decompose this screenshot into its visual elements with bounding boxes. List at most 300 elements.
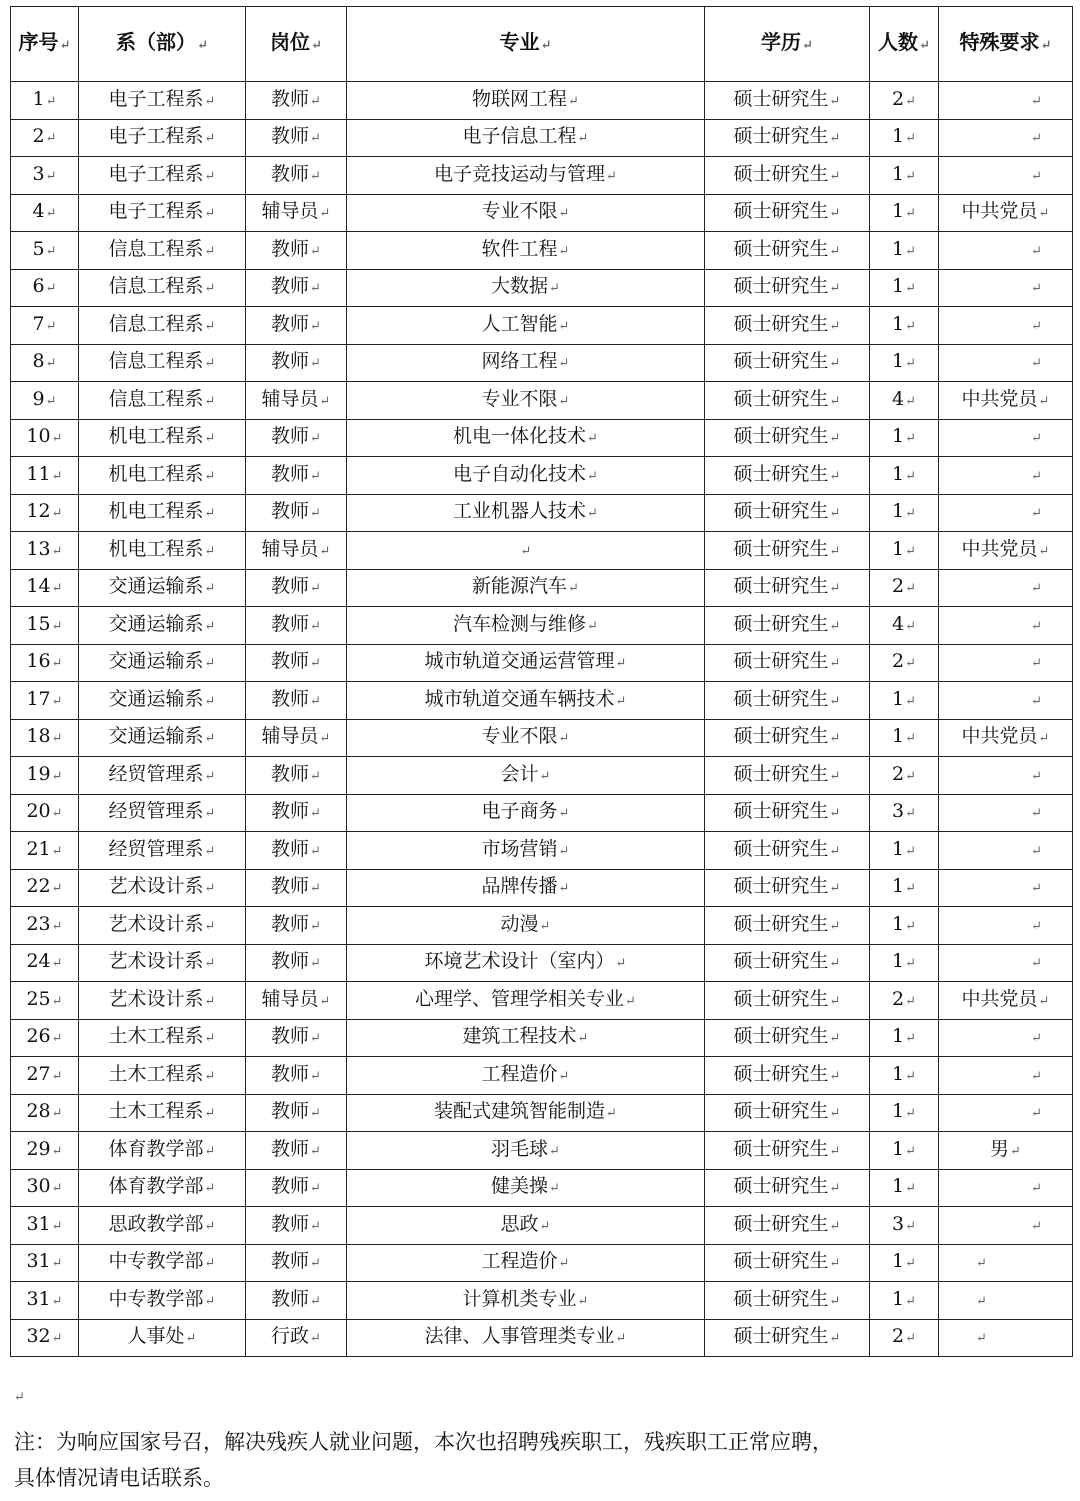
cell-special xyxy=(939,1169,1073,1207)
table-row xyxy=(11,757,1073,795)
paragraph-mark: ↵ xyxy=(829,1293,841,1309)
table-row xyxy=(11,119,1073,157)
cell-major xyxy=(347,944,705,982)
cell-count xyxy=(870,382,939,420)
cell-count-text: 1 xyxy=(892,200,905,223)
cell-special xyxy=(939,494,1073,532)
cell-edu xyxy=(705,569,870,607)
cell-dept-text: 交通运输系 xyxy=(108,575,204,598)
paragraph-mark: ↵ xyxy=(606,168,617,184)
cell-edu xyxy=(705,1244,870,1282)
paragraph-mark: ↵ xyxy=(1031,693,1042,709)
paragraph-mark: ↵ xyxy=(905,168,916,184)
cell-post-text: 教师 xyxy=(271,425,310,448)
paragraph-mark: ↵ xyxy=(829,168,841,184)
cell-dept-text: 信息工程系 xyxy=(108,312,204,335)
paragraph-mark: ↵ xyxy=(558,843,570,859)
cell-count-text: 1 xyxy=(892,687,905,710)
cell-special xyxy=(939,457,1073,495)
paragraph-mark: ↵ xyxy=(615,956,627,972)
paragraph-mark: ↵ xyxy=(1031,356,1042,372)
cell-count xyxy=(870,232,939,270)
table-row xyxy=(11,269,1073,307)
cell-edu-text: 硕士研究生 xyxy=(733,612,829,635)
cell-dept xyxy=(79,1019,246,1057)
cell-major-text: 软件工程 xyxy=(481,237,558,260)
paragraph-mark: ↵ xyxy=(310,318,321,334)
cell-dept-text: 人事处 xyxy=(127,1325,185,1348)
cell-edu-text: 硕士研究生 xyxy=(733,537,829,560)
cell-post xyxy=(246,644,347,682)
cell-seq-text: 20 xyxy=(26,800,51,823)
cell-count-text: 1 xyxy=(892,125,905,148)
paragraph-mark: ↵ xyxy=(310,768,321,784)
paragraph-mark: ↵ xyxy=(319,993,331,1009)
cell-dept-text: 中专教学部 xyxy=(108,1250,204,1273)
paragraph-mark: ↵ xyxy=(51,1031,63,1047)
paragraph-mark: ↵ xyxy=(204,656,216,672)
cell-seq xyxy=(11,607,79,645)
cell-edu xyxy=(705,832,870,870)
table-row xyxy=(11,307,1073,345)
paragraph-mark: ↵ xyxy=(577,1031,589,1047)
paragraph-mark: ↵ xyxy=(1038,206,1050,222)
paragraph-mark: ↵ xyxy=(310,1293,321,1309)
cell-post xyxy=(246,832,347,870)
cell-major-text: 电子自动化技术 xyxy=(453,462,587,485)
paragraph-mark: ↵ xyxy=(310,956,321,972)
cell-post-text: 教师 xyxy=(271,162,310,185)
paragraph-mark: ↵ xyxy=(1031,131,1042,147)
cell-post xyxy=(246,1319,347,1357)
paragraph-mark: ↵ xyxy=(45,206,57,222)
cell-count-text: 2 xyxy=(892,1325,905,1348)
paragraph-mark: ↵ xyxy=(829,131,841,147)
paragraph-mark: ↵ xyxy=(558,1256,570,1272)
cell-dept-text: 信息工程系 xyxy=(108,237,204,260)
cell-seq-text: 26 xyxy=(26,1025,51,1048)
cell-count-text: 1 xyxy=(892,537,905,560)
paragraph-mark: ↵ xyxy=(1031,1031,1042,1047)
cell-dept xyxy=(79,982,246,1020)
cell-post xyxy=(246,569,347,607)
paragraph-mark: ↵ xyxy=(905,1293,916,1309)
cell-seq-text: 10 xyxy=(26,425,51,448)
cell-seq xyxy=(11,419,79,457)
cell-major xyxy=(347,419,705,457)
cell-edu-text: 硕士研究生 xyxy=(733,275,829,298)
cell-edu-text: 硕士研究生 xyxy=(733,1062,829,1085)
cell-seq-text: 6 xyxy=(32,275,45,298)
table-row xyxy=(11,457,1073,495)
paragraph-mark: ↵ xyxy=(558,393,570,409)
paragraph-mark: ↵ xyxy=(45,281,57,297)
cell-count xyxy=(870,757,939,795)
cell-dept-text: 艺术设计系 xyxy=(108,950,204,973)
table-row xyxy=(11,794,1073,832)
header-post: 岗位↵ xyxy=(246,7,347,82)
paragraph-mark: ↵ xyxy=(905,1106,916,1122)
cell-seq-text: 21 xyxy=(26,837,51,860)
cell-post xyxy=(246,719,347,757)
paragraph-mark: ↵ xyxy=(204,918,216,934)
cell-count xyxy=(870,982,939,1020)
cell-major xyxy=(347,607,705,645)
paragraph-mark: ↵ xyxy=(905,918,916,934)
cell-seq-text: 14 xyxy=(26,575,51,598)
cell-special xyxy=(939,232,1073,270)
cell-count-text: 2 xyxy=(892,575,905,598)
cell-major-text: 建筑工程技术 xyxy=(462,1025,577,1048)
cell-major xyxy=(347,119,705,157)
paragraph-mark: ↵ xyxy=(829,581,841,597)
cell-count xyxy=(870,419,939,457)
paragraph-mark: ↵ xyxy=(51,768,63,784)
paragraph-mark: ↵ xyxy=(1031,1181,1042,1197)
cell-seq xyxy=(11,944,79,982)
cell-dept xyxy=(79,1132,246,1170)
cell-major xyxy=(347,832,705,870)
paragraph-mark: ↵ xyxy=(310,843,321,859)
cell-post xyxy=(246,1207,347,1245)
paragraph-mark: ↵ xyxy=(905,581,916,597)
paragraph-mark: ↵ xyxy=(1038,543,1050,559)
cell-major-text: 物联网工程 xyxy=(472,87,568,110)
table-row xyxy=(11,832,1073,870)
paragraph-mark: ↵ xyxy=(1031,618,1042,634)
cell-count xyxy=(870,1282,939,1320)
cell-seq-text: 7 xyxy=(32,312,45,335)
paragraph-mark: ↵ xyxy=(905,1256,916,1272)
cell-edu-text: 硕士研究生 xyxy=(733,350,829,373)
cell-count-text: 2 xyxy=(892,650,905,673)
table-row xyxy=(11,82,1073,120)
cell-post-text: 教师 xyxy=(271,237,310,260)
cell-post xyxy=(246,344,347,382)
paragraph-mark: ↵ xyxy=(905,1181,916,1197)
paragraph-mark: ↵ xyxy=(905,1143,916,1159)
cell-count xyxy=(870,907,939,945)
cell-edu xyxy=(705,607,870,645)
cell-post xyxy=(246,1282,347,1320)
table-row xyxy=(11,1244,1073,1282)
paragraph-mark: ↵ xyxy=(51,1106,63,1122)
cell-major xyxy=(347,644,705,682)
paragraph-mark: ↵ xyxy=(549,1143,560,1159)
cell-edu-text: 硕士研究生 xyxy=(733,1287,829,1310)
cell-special xyxy=(939,1132,1073,1170)
cell-special-text: 中共党员 xyxy=(961,987,1038,1010)
cell-dept xyxy=(79,1282,246,1320)
cell-major-text: 电子信息工程 xyxy=(462,125,577,148)
cell-major xyxy=(347,719,705,757)
cell-edu xyxy=(705,269,870,307)
cell-count xyxy=(870,944,939,982)
paragraph-mark: ↵ xyxy=(558,356,570,372)
cell-major xyxy=(347,269,705,307)
cell-post xyxy=(246,194,347,232)
cell-post-text: 行政 xyxy=(271,1325,310,1348)
paragraph-mark: ↵ xyxy=(829,1106,841,1122)
paragraph-mark: ↵ xyxy=(568,93,579,109)
paragraph-mark: ↵ xyxy=(976,1256,987,1272)
cell-post-text: 教师 xyxy=(271,912,310,935)
cell-seq xyxy=(11,869,79,907)
paragraph-mark: ↵ xyxy=(310,93,321,109)
cell-major-text: 装配式建筑智能制造 xyxy=(434,1100,606,1123)
paragraph-mark: ↵ xyxy=(204,881,216,897)
cell-seq xyxy=(11,1244,79,1282)
cell-edu-text: 硕士研究生 xyxy=(733,725,829,748)
cell-special xyxy=(939,119,1073,157)
cell-dept-text: 艺术设计系 xyxy=(108,987,204,1010)
paragraph-mark: ↵ xyxy=(204,93,216,109)
cell-seq-text: 15 xyxy=(26,612,51,635)
cell-count xyxy=(870,269,939,307)
cell-seq xyxy=(11,982,79,1020)
cell-edu xyxy=(705,1169,870,1207)
cell-edu-text: 硕士研究生 xyxy=(733,950,829,973)
cell-major-text: 工程造价 xyxy=(481,1250,558,1273)
cell-major-text: 市场营销 xyxy=(481,837,558,860)
cell-count-text: 1 xyxy=(892,237,905,260)
cell-dept xyxy=(79,194,246,232)
paragraph-mark: ↵ xyxy=(549,281,560,297)
paragraph-mark: ↵ xyxy=(558,806,570,822)
cell-dept-text: 信息工程系 xyxy=(108,387,204,410)
paragraph-mark: ↵ xyxy=(829,1331,841,1347)
cell-edu-text: 硕士研究生 xyxy=(733,762,829,785)
cell-post xyxy=(246,607,347,645)
cell-post xyxy=(246,269,347,307)
cell-post xyxy=(246,494,347,532)
paragraph-mark: ↵ xyxy=(204,356,216,372)
paragraph-mark: ↵ xyxy=(1031,506,1042,522)
cell-seq-text: 18 xyxy=(26,725,51,748)
cell-edu xyxy=(705,644,870,682)
cell-major xyxy=(347,569,705,607)
cell-count-text: 2 xyxy=(892,762,905,785)
cell-edu xyxy=(705,194,870,232)
cell-dept-text: 艺术设计系 xyxy=(108,875,204,898)
cell-seq xyxy=(11,382,79,420)
cell-post-text: 教师 xyxy=(271,1250,310,1273)
cell-edu xyxy=(705,1019,870,1057)
cell-seq-text: 31 xyxy=(26,1212,51,1235)
paragraph-mark: ↵ xyxy=(204,1143,216,1159)
cell-seq-text: 27 xyxy=(26,1062,51,1085)
paragraph-mark: ↵ xyxy=(829,93,841,109)
cell-seq xyxy=(11,1169,79,1207)
cell-dept-text: 艺术设计系 xyxy=(108,912,204,935)
cell-post-text: 教师 xyxy=(271,800,310,823)
cell-dept xyxy=(79,907,246,945)
cell-dept xyxy=(79,569,246,607)
cell-dept-text: 交通运输系 xyxy=(108,612,204,635)
cell-count-text: 1 xyxy=(892,875,905,898)
cell-count xyxy=(870,569,939,607)
paragraph-mark: ↵ xyxy=(204,1068,216,1084)
paragraph-mark: ↵ xyxy=(51,1068,63,1084)
cell-edu xyxy=(705,794,870,832)
paragraph-mark: ↵ xyxy=(1038,393,1050,409)
paragraph-mark: ↵ xyxy=(51,731,63,747)
cell-count-text: 1 xyxy=(892,1250,905,1273)
cell-major xyxy=(347,457,705,495)
cell-major-text: 专业不限 xyxy=(481,200,558,223)
cell-dept-text: 经贸管理系 xyxy=(108,837,204,860)
cell-edu-text: 硕士研究生 xyxy=(733,875,829,898)
paragraph-mark: ↵ xyxy=(310,131,321,147)
paragraph-mark: ↵ xyxy=(558,1068,570,1084)
cell-edu xyxy=(705,157,870,195)
cell-special xyxy=(939,682,1073,720)
paragraph-mark: ↵ xyxy=(905,1331,916,1347)
cell-post-text: 教师 xyxy=(271,350,310,373)
paragraph-mark: ↵ xyxy=(577,131,589,147)
cell-major xyxy=(347,307,705,345)
paragraph-mark: ↵ xyxy=(204,1256,216,1272)
cell-seq xyxy=(11,794,79,832)
header-special: 特殊要求↵ xyxy=(939,7,1073,82)
cell-count xyxy=(870,82,939,120)
cell-major-text: 会计 xyxy=(500,762,539,785)
paragraph-mark: ↵ xyxy=(1038,993,1050,1009)
cell-dept-text: 体育教学部 xyxy=(108,1175,204,1198)
cell-post xyxy=(246,869,347,907)
cell-post-text: 教师 xyxy=(271,125,310,148)
cell-major xyxy=(347,1057,705,1095)
cell-count xyxy=(870,794,939,832)
cell-edu xyxy=(705,1057,870,1095)
paragraph-mark: ↵ xyxy=(204,1293,216,1309)
table-row xyxy=(11,344,1073,382)
cell-post-text: 教师 xyxy=(271,275,310,298)
cell-major xyxy=(347,532,705,570)
paragraph-mark: ↵ xyxy=(204,806,216,822)
cell-special xyxy=(939,344,1073,382)
paragraph-mark: ↵ xyxy=(204,131,216,147)
cell-special xyxy=(939,757,1073,795)
cell-edu-text: 硕士研究生 xyxy=(733,162,829,185)
paragraph-mark: ↵ xyxy=(310,581,321,597)
paragraph-mark: ↵ xyxy=(310,1331,321,1347)
cell-seq-text: 11 xyxy=(26,462,51,485)
cell-dept-text: 交通运输系 xyxy=(108,687,204,710)
table-row xyxy=(11,1169,1073,1207)
cell-special xyxy=(939,382,1073,420)
cell-dept-text: 土木工程系 xyxy=(108,1062,204,1085)
cell-dept xyxy=(79,869,246,907)
paragraph-mark: ↵ xyxy=(615,656,627,672)
paragraph-mark: ↵ xyxy=(829,956,841,972)
paragraph-mark: ↵ xyxy=(1031,768,1042,784)
cell-major-text: 人工智能 xyxy=(481,312,558,335)
cell-special xyxy=(939,1094,1073,1132)
cell-edu xyxy=(705,757,870,795)
paragraph-mark: ↵ xyxy=(51,1143,63,1159)
paragraph-mark: ↵ xyxy=(204,206,216,222)
paragraph-mark: ↵ xyxy=(51,431,63,447)
paragraph-mark: ↵ xyxy=(310,1218,321,1234)
paragraph-mark: ↵ xyxy=(829,393,841,409)
cell-dept xyxy=(79,532,246,570)
cell-seq-text: 31 xyxy=(26,1287,51,1310)
paragraph-mark: ↵ xyxy=(45,243,57,259)
cell-post xyxy=(246,157,347,195)
paragraph-mark: ↵ xyxy=(905,1031,916,1047)
cell-edu-text: 硕士研究生 xyxy=(733,987,829,1010)
cell-dept-text: 电子工程系 xyxy=(108,125,204,148)
cell-special xyxy=(939,1244,1073,1282)
cell-major-text: 大数据 xyxy=(491,275,549,298)
paragraph-mark: ↵ xyxy=(905,206,916,222)
paragraph-mark: ↵ xyxy=(185,1331,197,1347)
table-row xyxy=(11,644,1073,682)
cell-count-text: 1 xyxy=(892,725,905,748)
cell-post xyxy=(246,907,347,945)
cell-seq-text: 17 xyxy=(26,687,51,710)
cell-seq-text: 12 xyxy=(26,500,51,523)
cell-edu-text: 硕士研究生 xyxy=(733,125,829,148)
paragraph-mark: ↵ xyxy=(51,1293,63,1309)
cell-count-text: 1 xyxy=(892,500,905,523)
paragraph-mark: ↵ xyxy=(829,281,841,297)
paragraph-mark: ↵ xyxy=(905,468,916,484)
table-row xyxy=(11,157,1073,195)
cell-special-text: 男 xyxy=(990,1137,1010,1160)
paragraph-mark: ↵ xyxy=(51,468,63,484)
cell-edu xyxy=(705,1319,870,1357)
cell-edu xyxy=(705,1282,870,1320)
cell-post-text: 教师 xyxy=(271,1212,310,1235)
cell-post xyxy=(246,1169,347,1207)
cell-post-text: 教师 xyxy=(271,762,310,785)
cell-dept-text: 思政教学部 xyxy=(108,1212,204,1235)
paragraph-mark: ↵ xyxy=(905,281,916,297)
paragraph-mark: ↵ xyxy=(319,206,331,222)
paragraph-mark: ↵ xyxy=(310,1256,321,1272)
paragraph-mark: ↵ xyxy=(829,206,841,222)
paragraph-mark: ↵ xyxy=(1031,881,1042,897)
paragraph-mark: ↵ xyxy=(51,993,63,1009)
paragraph-mark: ↵ xyxy=(204,993,216,1009)
cell-post xyxy=(246,1057,347,1095)
cell-dept xyxy=(79,119,246,157)
paragraph-mark: ↵ xyxy=(204,543,216,559)
cell-seq-text: 29 xyxy=(26,1137,51,1160)
cell-major xyxy=(347,1207,705,1245)
cell-edu xyxy=(705,419,870,457)
paragraph-mark: ↵ xyxy=(829,768,841,784)
cell-seq-text: 30 xyxy=(26,1175,51,1198)
cell-major-text: 城市轨道交通运营管理 xyxy=(424,650,615,673)
paragraph-mark: ↵ xyxy=(905,881,916,897)
cell-dept-text: 经贸管理系 xyxy=(108,800,204,823)
paragraph-mark: ↵ xyxy=(577,1293,589,1309)
paragraph-mark: ↵ xyxy=(976,1293,987,1309)
cell-seq xyxy=(11,232,79,270)
cell-post xyxy=(246,682,347,720)
paragraph-mark: ↵ xyxy=(568,581,579,597)
paragraph-mark: ↵ xyxy=(319,543,331,559)
paragraph-mark: ↵ xyxy=(51,581,63,597)
paragraph-mark: ↵ xyxy=(829,543,841,559)
cell-seq-text: 22 xyxy=(26,875,51,898)
cell-count xyxy=(870,1319,939,1357)
footnote-line-1: 注：为响应国家号召，解决残疾人就业问题，本次也招聘残疾职工，残疾职工正常应聘， xyxy=(14,1430,833,1454)
cell-major xyxy=(347,1169,705,1207)
